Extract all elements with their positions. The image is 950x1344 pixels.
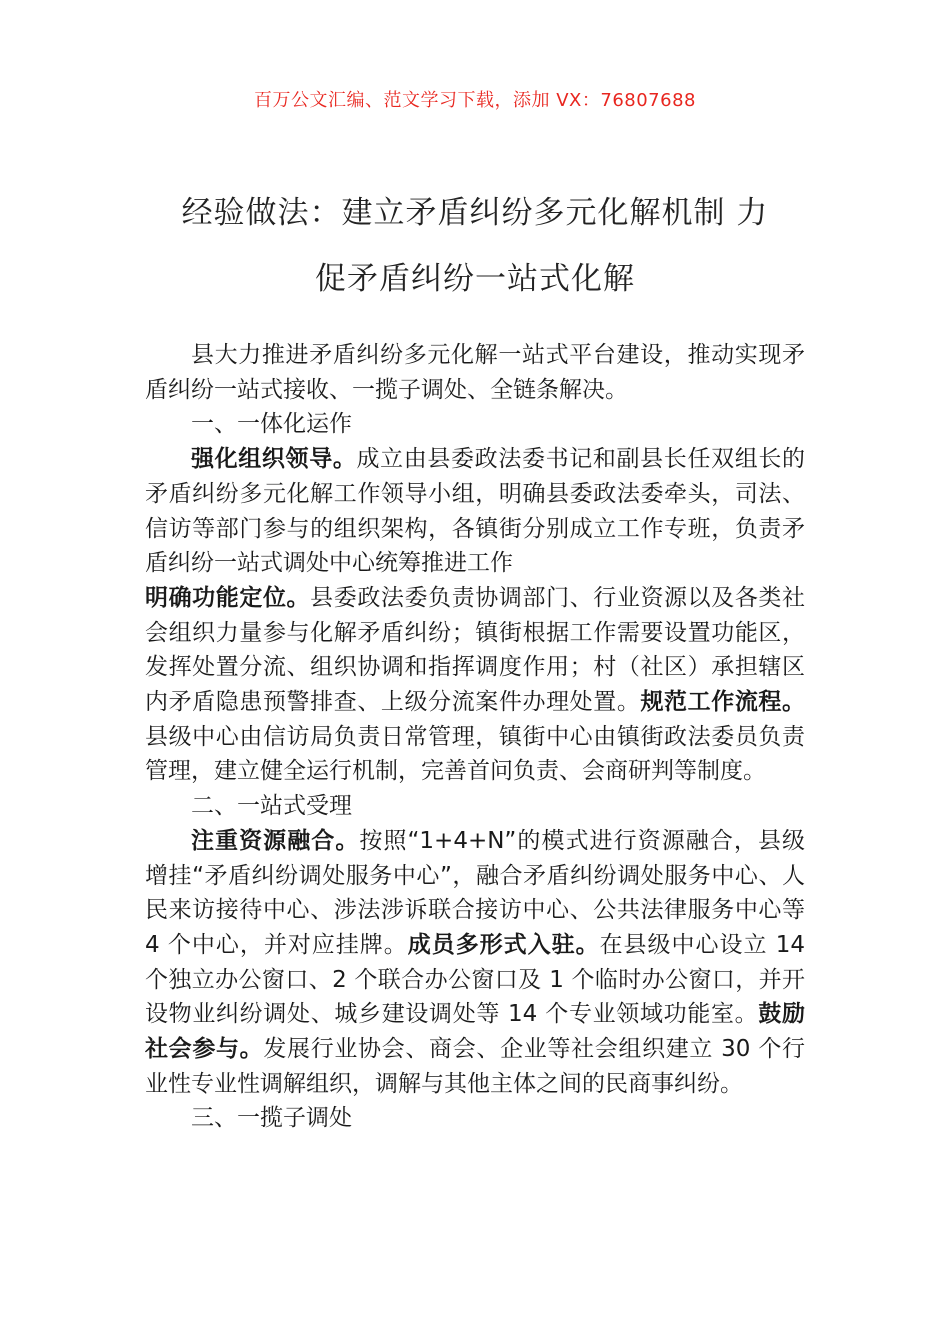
paragraph-text: 县级中心由信访局负责日常管理，镇街中心由镇街政法委员负责管理，建立健全运行机制，完善首问负责、会商研判等制度。 [145, 723, 805, 785]
paragraph-text: 发展行业协会、商会、企业等社会组织建立 30 个行业性专业性调解组织，调解与其他主体之间的民商事纠纷。 [145, 1036, 806, 1097]
bold-lead: 成员多形式入驻。 [407, 931, 600, 958]
section-1-paragraph [145, 442, 805, 581]
paragraph-text: 在县级中心设立 14 个独立办公窗口、2 个联合办公窗口及 1 个临时办公窗口，并开设物业纠纷调处、城乡建设调处等 14 个专业领域功能室。 [145, 931, 805, 1028]
bold-lead: 明确功能定位。 [145, 584, 311, 611]
section-heading-1: 一、一体化运作 [191, 411, 352, 438]
section-heading-2: 二、一站式受理 [191, 793, 352, 820]
paragraph-text: 成立由县委政法委书记和副县长任双组长的矛盾纠纷多元化解工作领导小组，明确县委政法委牵头，司法、信访等部门参与的组织架构，各镇街分别成立工作专班，负责矛盾纠纷一站式调处中心统筹推进工作 [145, 446, 806, 577]
bold-lead: 注重资源融合。 [191, 827, 360, 854]
header-note: 百万公文汇编、范文学习下载，添加 VX：76807688 [254, 90, 696, 111]
title-line-2: 促矛盾纠纷一站式化解 [315, 261, 635, 297]
paragraph-text: 按照“1+4+N”的模式进行资源融合，县级增挂“矛盾纠纷调处服务中心”，融合矛盾纠纷调处服务中心、人民来访接待中心、涉法涉诉联合接访中心、公共法律服务中心等 4 个中心，并对应挂牌。 [145, 827, 805, 958]
section-1-paragraph-2 [145, 581, 805, 789]
document-title [120, 180, 830, 312]
title-line-1: 经验做法：建立矛盾纠纷多元化解机制 力 [181, 195, 769, 231]
document-body [145, 338, 805, 1136]
section-2-paragraph [145, 824, 805, 1102]
bold-lead: 规范工作流程。 [640, 689, 806, 716]
intro-paragraph: 县大力推进矛盾纠纷多元化解一站式平台建设，推动实现矛盾纠纷一站式接收、一揽子调处、全链条解决。 [145, 342, 805, 403]
bold-lead: 鼓励社会参与。 [145, 1001, 805, 1063]
bold-lead: 强化组织领导。 [191, 446, 357, 473]
section-heading-3: 三、一揽子调处 [191, 1105, 352, 1132]
paragraph-text: 县委政法委负责协调部门、行业资源以及各类社会组织力量参与化解矛盾纠纷；镇街根据工作需要设置功能区，发挥处置分流、组织协调和指挥调度作用；村（社区）承担辖区内矛盾隐患预警排查、上级分流案件办理处置。 [145, 584, 806, 716]
